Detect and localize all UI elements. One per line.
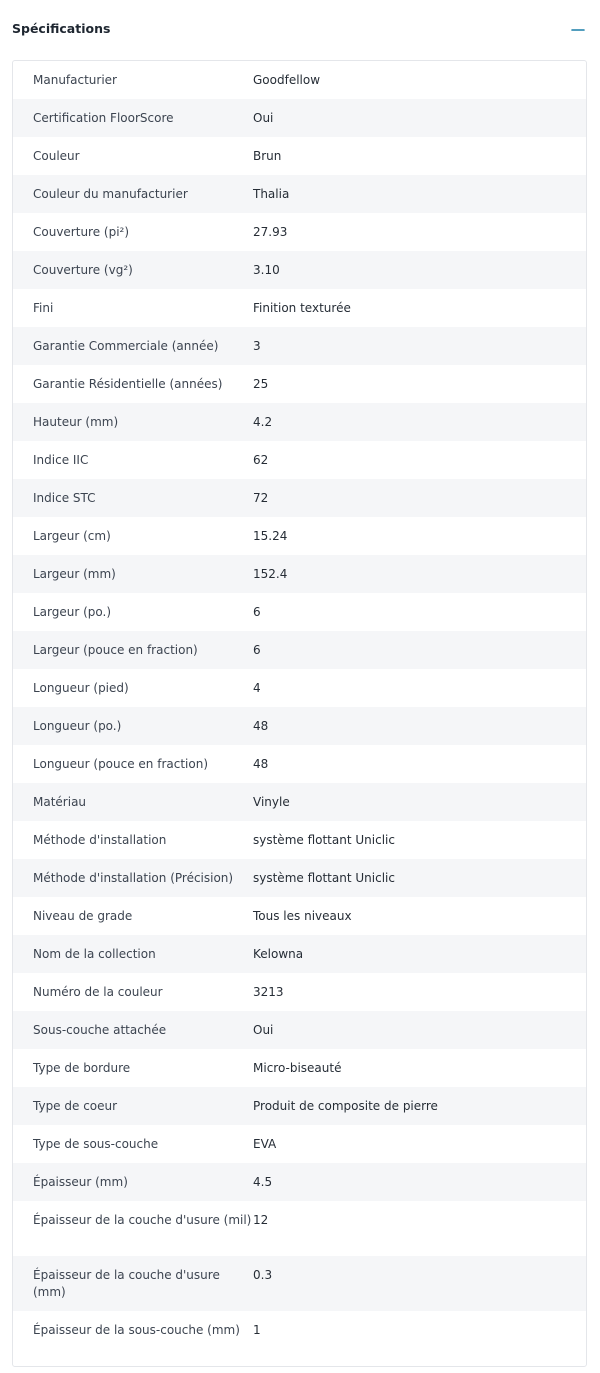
- spec-row: [13, 897, 586, 935]
- spec-value: Brun: [253, 149, 282, 163]
- spec-row: [13, 707, 586, 745]
- spec-row: [13, 593, 586, 631]
- spec-row: [13, 289, 586, 327]
- spec-row: [13, 479, 586, 517]
- spec-row: [13, 1011, 586, 1049]
- spec-row: [13, 251, 586, 289]
- spec-value: 152.4: [253, 567, 288, 581]
- spec-row: [13, 973, 586, 1011]
- spec-row: [13, 517, 586, 555]
- spec-row: [13, 859, 586, 897]
- spec-value: Produit de composite de pierre: [253, 1099, 438, 1113]
- spec-label: Garantie Commerciale (année): [33, 339, 219, 353]
- spec-label: Garantie Résidentielle (années): [33, 377, 223, 391]
- spec-row: [13, 669, 586, 707]
- spec-value: Thalia: [253, 187, 290, 201]
- spec-label: Épaisseur de la couche d'usure (mil): [33, 1213, 252, 1227]
- spec-row: [13, 175, 586, 213]
- spec-label: Méthode d'installation (Précision): [33, 871, 234, 885]
- spec-value: 72: [253, 491, 269, 505]
- spec-label: Largeur (pouce en fraction): [33, 643, 198, 657]
- spec-label: Couleur du manufacturier: [33, 187, 188, 201]
- spec-row: [13, 1049, 586, 1087]
- spec-label: Indice STC: [33, 491, 96, 505]
- spec-label: Largeur (po.): [33, 605, 112, 619]
- spec-label: Type de coeur: [33, 1099, 118, 1113]
- spec-value: système flottant Uniclic: [253, 833, 395, 847]
- spec-value: système flottant Uniclic: [253, 871, 395, 885]
- spec-row: [13, 783, 586, 821]
- spec-label: Sous-couche attachée: [33, 1023, 167, 1037]
- spec-label: Méthode d'installation: [33, 833, 167, 847]
- spec-label: Type de sous-couche: [33, 1137, 159, 1151]
- specifications-table: [12, 60, 587, 1367]
- spec-row: [13, 61, 586, 99]
- spec-label: Largeur (cm): [33, 529, 111, 543]
- spec-row: [13, 745, 586, 783]
- spec-value: 4: [253, 681, 261, 695]
- spec-label: Nom de la collection: [33, 947, 156, 961]
- spec-label: Longueur (po.): [33, 719, 122, 733]
- spec-value: 6: [253, 643, 261, 657]
- minus-icon[interactable]: [570, 22, 588, 36]
- spec-label: Couleur: [33, 149, 80, 163]
- spec-row: [13, 821, 586, 859]
- spec-row: [13, 935, 586, 973]
- spec-value: Micro-biseauté: [253, 1061, 342, 1075]
- spec-value: Tous les niveaux: [253, 909, 352, 923]
- spec-row: [13, 1256, 586, 1311]
- spec-label: Matériau: [33, 795, 87, 809]
- spec-label: Manufacturier: [33, 73, 117, 87]
- spec-value: 4.2: [253, 415, 273, 429]
- spec-value: 12: [253, 1213, 269, 1227]
- spec-label: Couverture (pi²): [33, 225, 130, 239]
- spec-row: [13, 213, 586, 251]
- spec-value: EVA: [253, 1137, 277, 1151]
- spec-label: Niveau de grade: [33, 909, 133, 923]
- spec-row: [13, 1125, 586, 1163]
- spec-value: Vinyle: [253, 795, 290, 809]
- spec-label: Longueur (pouce en fraction): [33, 757, 209, 771]
- spec-row: [13, 555, 586, 593]
- panel-title: Spécifications: [12, 21, 111, 36]
- spec-value: Goodfellow: [253, 73, 321, 87]
- spec-label: Largeur (mm): [33, 567, 116, 581]
- spec-value: Kelowna: [253, 947, 304, 961]
- spec-value: 0.3: [253, 1268, 273, 1282]
- spec-value: 15.24: [253, 529, 288, 543]
- spec-value: 3213: [253, 985, 284, 999]
- spec-label: Hauteur (mm): [33, 415, 119, 429]
- spec-label: Couverture (vg²): [33, 263, 133, 277]
- spec-row: [13, 441, 586, 479]
- spec-value: 3: [253, 339, 261, 353]
- spec-value: 48: [253, 757, 269, 771]
- spec-value: 62: [253, 453, 269, 467]
- spec-label: Type de bordure: [33, 1061, 131, 1075]
- spec-label: Fini: [33, 301, 54, 315]
- spec-value: 6: [253, 605, 261, 619]
- spec-value: 48: [253, 719, 269, 733]
- spec-row: [13, 1163, 586, 1201]
- spec-value: 25: [253, 377, 269, 391]
- spec-row: [13, 327, 586, 365]
- spec-row: [13, 1201, 586, 1256]
- spec-value: 3.10: [253, 263, 280, 277]
- spec-value: Oui: [253, 1023, 274, 1037]
- spec-row: [13, 99, 586, 137]
- spec-label: Longueur (pied): [33, 681, 129, 695]
- spec-row: [13, 137, 586, 175]
- spec-label: Numéro de la couleur: [33, 985, 163, 999]
- spec-row: [13, 403, 586, 441]
- spec-value: 4.5: [253, 1175, 273, 1189]
- spec-row: [13, 1087, 586, 1125]
- spec-label: Indice IIC: [33, 453, 89, 467]
- spec-row: [13, 365, 586, 403]
- spec-label: Épaisseur de la couche d'usure (mm): [33, 1268, 220, 1299]
- spec-label: Certification FloorScore: [33, 111, 174, 125]
- spec-label: Épaisseur (mm): [33, 1175, 128, 1189]
- spec-value: Oui: [253, 111, 274, 125]
- spec-value: 1: [253, 1323, 261, 1337]
- spec-label: Épaisseur de la sous-couche (mm): [33, 1323, 240, 1337]
- spec-value: Finition texturée: [253, 301, 351, 315]
- specifications-header[interactable]: [0, 0, 600, 58]
- spec-value: 27.93: [253, 225, 288, 239]
- spec-row: [13, 1311, 586, 1366]
- spec-row: [13, 631, 586, 669]
